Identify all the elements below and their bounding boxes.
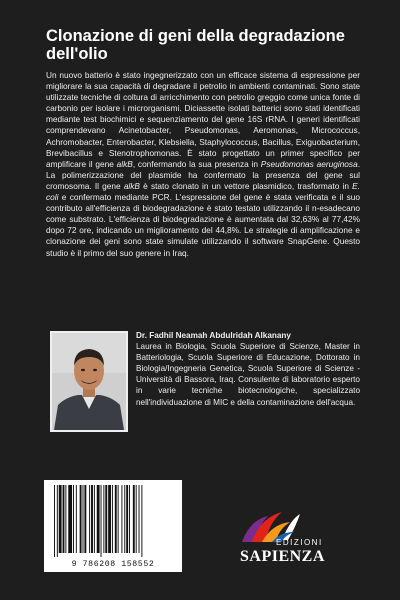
abstract-text-1: Un nuovo batterio è stato ingegnerizzato con un efficace sistema di espressione per migliorare la sua capacità di degradare il petrolio in ambienti contaminati. Sono state utilizzate tecniche di coltura di arricchimento con petrolio greggio come unica fonte di carbonio per isolare i microrganismi. Diciassette isolati batterici sono stati identificati mediante test biochimici e sequenziamento del gene 16S rRNA. I generi identificati comprendevano Acinetobacter, Pseudomonas, Aeromonas, Micrococcus, Achromobacter, Enterobacter, Klebsiella, Staphylococcus, Bacillus, Exiguobacterium, Brevibacillus e Stenotrophomonas. È stato progettato un primer specifico per amplificare il gene [46, 70, 360, 169]
abstract-text-3: . La polimerizzazione del plasmide ha confermato la presenza del gene sul cromosoma. Il gene [46, 158, 360, 191]
publisher-name: SAPIENZA [240, 548, 325, 565]
host-name: E. coli [46, 180, 360, 203]
abstract-text-5: e confermato mediante PCR. L'espressione del gene è stata verificata e il suo contributo all'efficienza di biodegradazione è stato testato utilizzando il n-esadecano come substrato. L'efficienza di biodegradazione è aumentata dal 32,63% al 77,42% dopo 72 ore, indicando un miglioramento del 44,8%. Le strategie di amplificazione e clonazione dei geni sono state simulate utilizzando il software SnapGene. Questo studio è il primo del suo genere in Iraq. [46, 192, 360, 258]
publisher-subtitle: EDIZIONI [276, 538, 323, 547]
book-title: Clonazione di geni della degradazione dell'olio [46, 27, 345, 63]
author-photo [50, 331, 128, 432]
species-name: Pseudomonas aeruginosa [260, 158, 358, 169]
author-bio [136, 330, 360, 408]
isbn-number: 9 786208 158552 [71, 560, 155, 569]
book-abstract [46, 70, 360, 259]
gene-name: alkB [116, 158, 133, 169]
publisher-logo [238, 510, 338, 580]
author-bio-text: Laurea in Biologia, Scuola Superiore di Scienze, Master in Batteriologia, Scuola Superiore di Educazione, Dottorato in Biologia/Ingegneria Genetica, Scuola Superiore di Scienze - Università di Bassora, Iraq. Consulente di laboratorio esperto in varie tecniche biotecnologiche, specializzato nell'individuazione di MIC e della contaminazione dell'acqua. [136, 342, 360, 407]
gene-name-2: alkB [123, 180, 140, 191]
abstract-text-4: è stato clonato in un vettore plasmidico, trasformato in [139, 180, 353, 191]
abstract-text-2: , confermando la sua presenza in [132, 158, 261, 169]
author-name: Dr. Fadhil Neamah Abdulridah Alkanany [136, 331, 291, 340]
barcode-bars [44, 480, 182, 560]
isbn-barcode [44, 480, 182, 572]
